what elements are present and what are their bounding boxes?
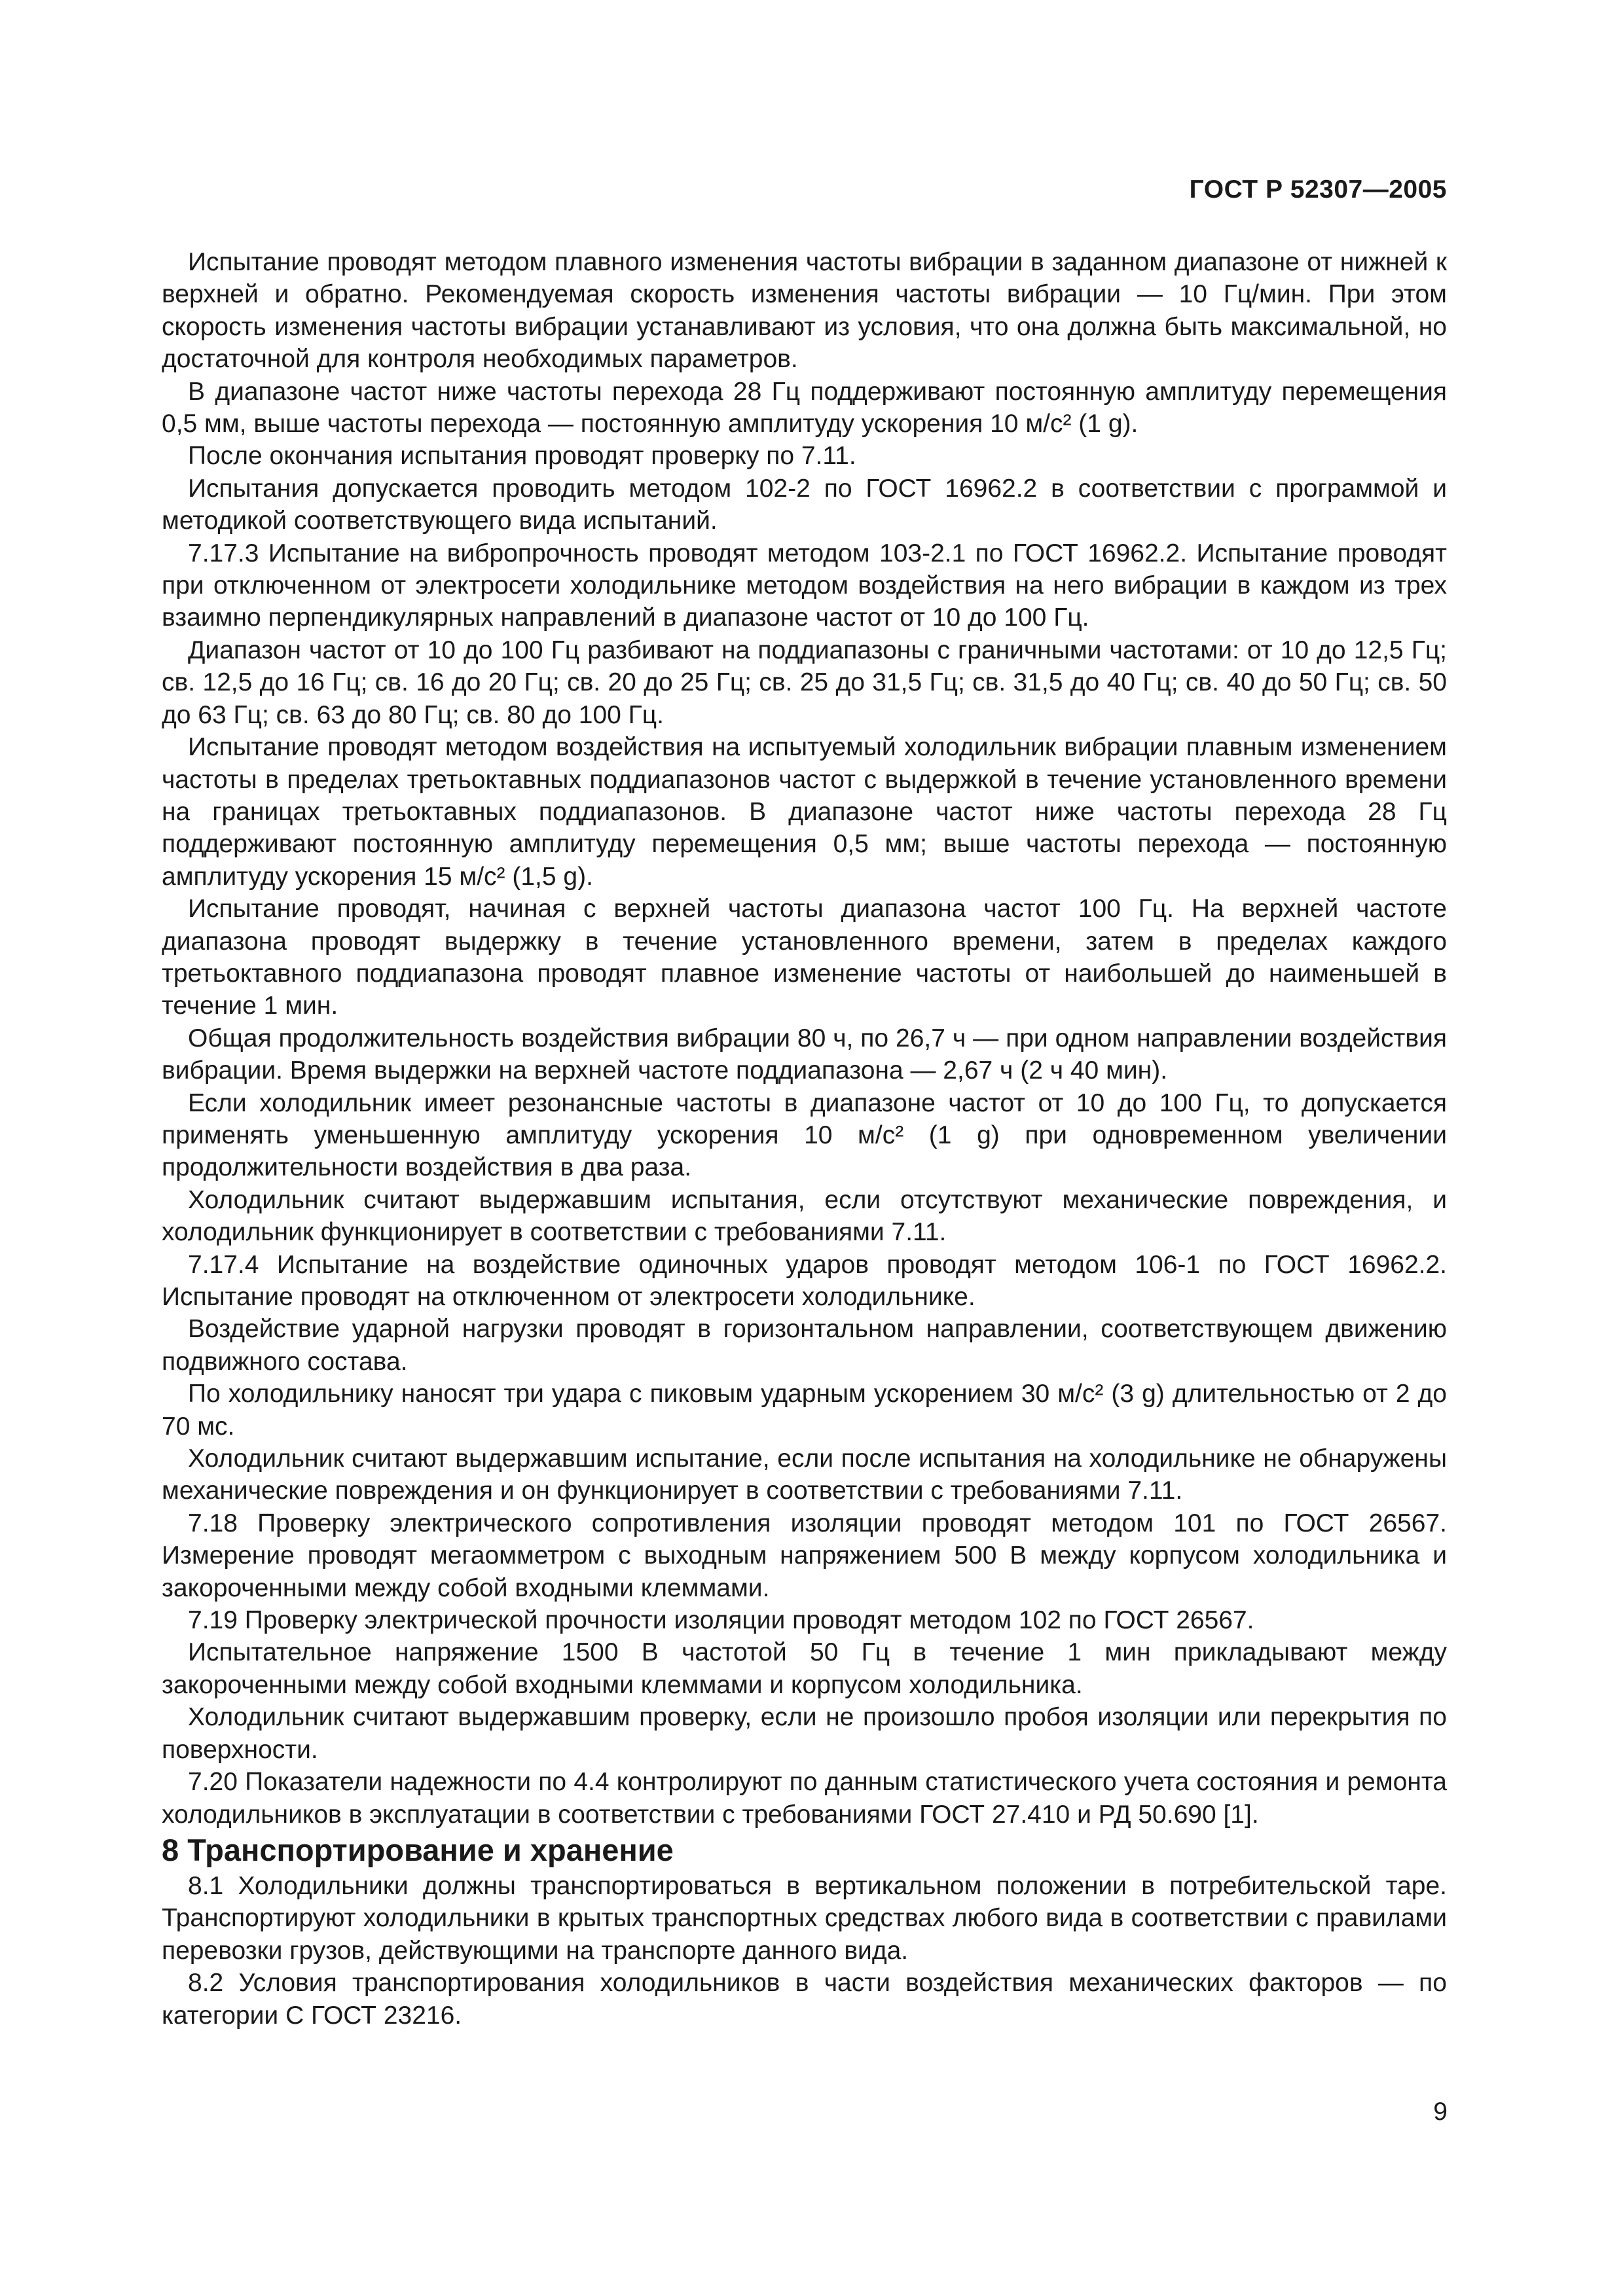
paragraph: Воздействие ударной нагрузки проводят в горизонтальном направлении, соответствующем движению подвижного состава. [162, 1315, 1447, 1376]
paragraph: Испытательное напряжение 1500 В частотой 50 Гц в течение 1 мин прикладывают между закороченными между собой входными клеммами и корпусом холодильника. [162, 1638, 1447, 1699]
paragraph: Холодильник считают выдержавшим испытания, если отсутствуют механические повреждения, и холодильник функционирует в соответствии с требованиями 7.11. [162, 1185, 1447, 1247]
paragraph: Если холодильник имеет резонансные частоты в диапазоне частот от 10 до 100 Гц, то допускается применять уменьшенную амплитуду ускорения 10 м/с² (1 g) при одновременном увеличении продолжительности воздействия в два раза. [162, 1088, 1447, 1182]
paragraph-7-17-4: 7.17.4 Испытание на воздействие одиночных ударов проводят методом 106-1 по ГОСТ 16962.2. Испытание проводят на отключенном от электросети холодильнике. [162, 1250, 1447, 1311]
paragraph-7-19: 7.19 Проверку электрической прочности изоляции проводят методом 102 по ГОСТ 26567. [188, 1606, 1254, 1635]
paragraph: После окончания испытания проводят проверку по 7.11. [188, 442, 856, 471]
paragraph: В диапазоне частот ниже частоты перехода 28 Гц поддерживают постоянную амплитуду перемещения 0,5 мм, выше частоты перехода — постоянную амплитуду ускорения 10 м/с² (1 g). [162, 377, 1447, 439]
paragraph: Испытания допускается проводить методом 102-2 по ГОСТ 16962.2 в соответствии с программой и методикой соответствующего вида испытаний. [162, 474, 1447, 535]
paragraph: Холодильник считают выдержавшим испытание, если после испытания на холодильнике не обнаружены механические повреждения и он функционирует в соответствии с требованиями 7.11. [162, 1444, 1447, 1505]
document-code-header: ГОСТ Р 52307—2005 [1189, 175, 1447, 204]
paragraph: Холодильник считают выдержавшим проверку, если не произошло пробоя изоляции или перекрытия по поверхности. [162, 1703, 1447, 1764]
paragraph-8-1: 8.1 Холодильники должны транспортироваться в вертикальном положении в потребительской таре. Транспортируют холодильники в крытых транспортных средствах любого вида в соответствии с правилами перевозки грузов, действующими на транспорте данного вида. [162, 1871, 1447, 1965]
paragraph-7-18: 7.18 Проверку электрического сопротивления изоляции проводят методом 101 по ГОСТ 26567. Измерение проводят мегаомметром с выходным напряжением 500 В между корпусом холодильника и закороченными между собой входными клеммами. [162, 1509, 1447, 1602]
paragraph: Диапазон частот от 10 до 100 Гц разбивают на поддиапазоны с граничными частотами: от 10 до 12,5 Гц; св. 12,5 до 16 Гц; св. 16 до 20 Гц; св. 20 до 25 Гц; св. 25 до 31,5 Гц; св. 31,5 до 40 Гц; св. 40 до 50 Гц; св. 50 до 63 Гц; св. 63 до 80 Гц; св. 80 до 100 Гц. [162, 636, 1447, 729]
document-body [162, 246, 1447, 2032]
paragraph: Общая продолжительность воздействия вибрации 80 ч, по 26,7 ч — при одном направлении воздействия вибрации. Время выдержки на верхней частоте поддиапазона — 2,67 ч (2 ч 40 мин). [162, 1024, 1447, 1085]
paragraph-8-2: 8.2 Условия транспортирования холодильников в части воздействия механических факторов — по категории С ГОСТ 23216. [162, 1969, 1447, 2030]
paragraph: Испытание проводят методом плавного изменения частоты вибрации в заданном диапазоне от нижней к верхней и обратно. Рекомендуемая скорость изменения частоты вибрации — 10 Гц/мин. При этом скорость изменения частоты вибрации устанавливают из условия, что она должна быть максимальной, но достаточной для контроля необходимых параметров. [162, 248, 1447, 374]
paragraph: Испытание проводят методом воздействия на испытуемый холодильник вибрации плавным изменением частоты в пределах третьоктавных поддиапазонов частот с выдержкой в течение установленного времени на границах третьоктавных поддиапазонов. В диапазоне частот ниже частоты перехода 28 Гц поддерживают постоянную амплитуду перемещения 0,5 мм; выше частоты перехода — постоянную амплитуду ускорения 15 м/с² (1,5 g). [162, 733, 1447, 891]
section-8-title: 8 Транспортирование и хранение [162, 1832, 674, 1867]
paragraph: По холодильнику наносят три удара с пиковым ударным ускорением 30 м/с² (3 g) длительностью от 2 до 70 мс. [162, 1380, 1447, 1441]
page-number: 9 [1433, 2098, 1448, 2126]
paragraph: Испытание проводят, начиная с верхней частоты диапазона частот 100 Гц. На верхней частоте диапазона проводят выдержку в течение установленного времени, затем в пределах каждого третьоктавного поддиапазона проводят плавное изменение частоты от наибольшей до наименьшей в течение 1 мин. [162, 895, 1447, 1020]
paragraph-7-17-3: 7.17.3 Испытание на вибропрочность проводят методом 103-2.1 по ГОСТ 16962.2. Испытание проводят при отключенном от электросети холодильнике методом воздействия на него вибрации в каждом из трех взаимно перпендикулярных направлений в диапазоне частот от 10 до 100 Гц. [162, 539, 1447, 632]
paragraph-7-20: 7.20 Показатели надежности по 4.4 контролируют по данным статистического учета состояния и ремонта холодильников в эксплуатации в соответствии с требованиями ГОСТ 27.410 и РД 50.690 [1]. [162, 1768, 1447, 1829]
